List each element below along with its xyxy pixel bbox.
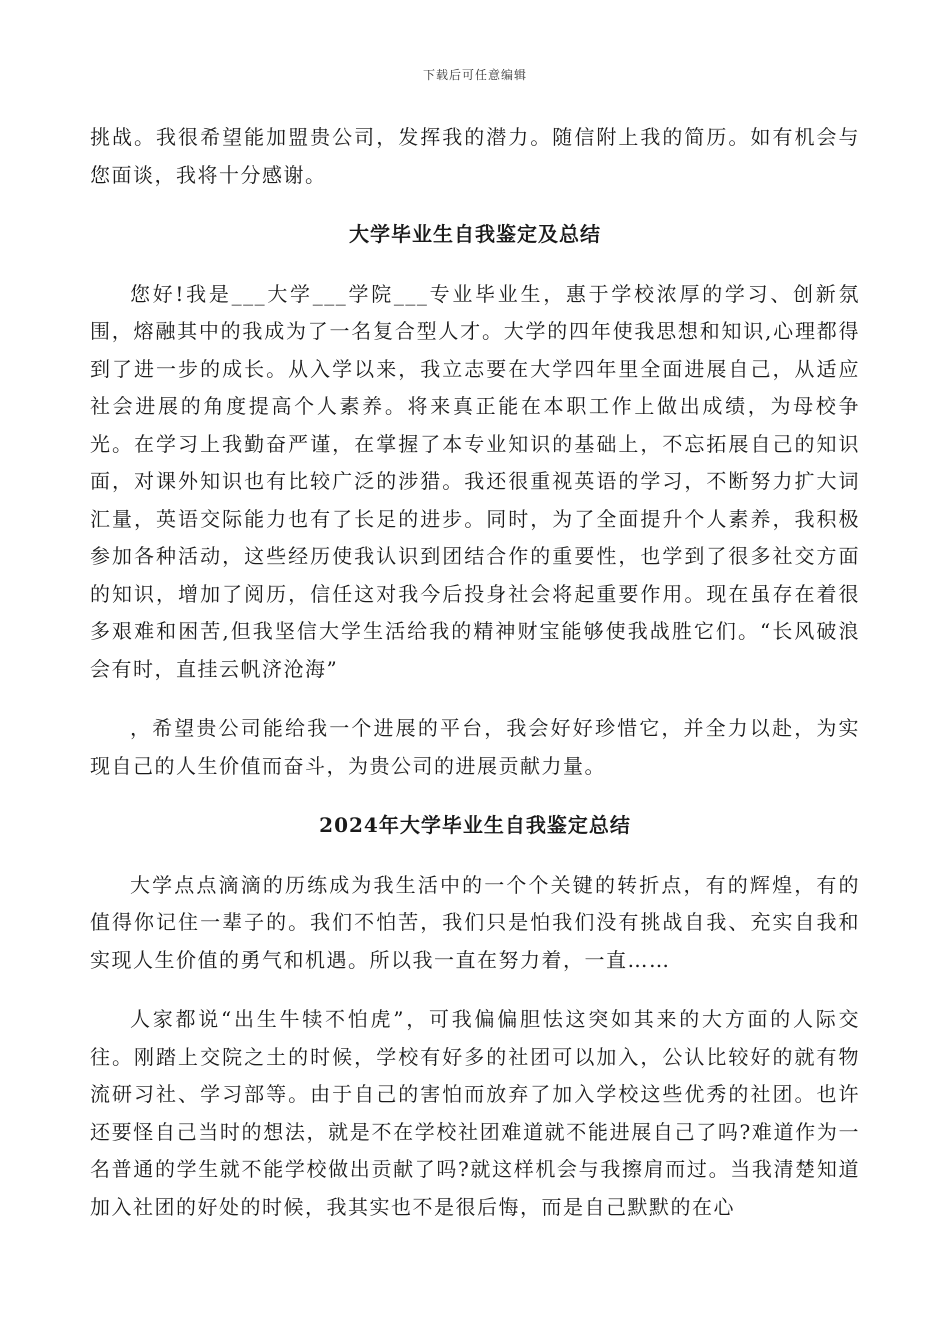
- header-note: 下载后可任意编辑: [422, 68, 527, 82]
- intro-paragraph: 挑战。我很希望能加盟贵公司，发挥我的潜力。随信附上我的简历。如有机会与您面谈，我将十分感谢。: [90, 125, 860, 187]
- section-2-paragraph-1: 大学点点滴滴的历练成为我生活中的一个个关键的转折点，有的辉煌，有的值得你记住一辈子的。我们不怕苦，我们只是怕我们没有挑战自我、充实自我和实现人生价值的勇气和机遇。所以我一直在努力着，一直……: [90, 872, 860, 972]
- section-1-title: 大学毕业生自我鉴定及总结: [349, 222, 601, 246]
- section-2-paragraph-2: 人家都说“出生牛犊不怕虎”，可我偏偏胆怯这突如其来的大方面的人际交往。刚踏上交院之土的时候，学校有好多的社团可以加入，公认比较好的就有物流研习社、学习部等。由于自己的害怕而放弃了加入学校这些优秀的社团。也许还要怪自己当时的想法，就是不在学校社团难道就不能进展自己了吗?难道作为一名普通的学生就不能学校做出贡献了吗?就这样机会与我擦肩而过。当我清楚知道加入社团的好处的时候，我其实也不是很后悔，而是自己默默的在心: [90, 1007, 860, 1219]
- section-1-paragraph-1: 您好!我是___大学___学院___专业毕业生，惠于学校浓厚的学习、创新氛围，熔融其中的我成为了一名复合型人才。大学的四年使我思想和知识,心理都得到了进一步的成长。从入学以来，我立志要在大学四年里全面进展自己，从适应社会进展的角度提高个人素养。将来真正能在本职工作上做出成绩，为母校争光。在学习上我勤奋严谨，在掌握了本专业知识的基础上，不忘拓展自己的知识面，对课外知识也有比较广泛的涉猎。我还很重视英语的学习，不断努力扩大词汇量，英语交际能力也有了长足的进步。同时，为了全面提升个人素养，我积极参加各种活动，这些经历使我认识到团结合作的重要性，也学到了很多社交方面的知识，增加了阅历，信任这对我今后投身社会将起重要作用。现在虽存在着很多艰难和困苦,但我坚信大学生活给我的精神财宝能够使我战胜它们。“长风破浪会有时，直挂云帆济沧海”: [90, 281, 860, 681]
- document-body: [90, 119, 860, 1226]
- section-1-paragraph-2: ，希望贵公司能给我一个进展的平台，我会好好珍惜它，并全力以赴，为实现自己的人生价值而奋斗，为贵公司的进展贡献力量。: [90, 716, 860, 778]
- section-2-title: 2024年大学毕业生自我鉴定总结: [319, 813, 631, 837]
